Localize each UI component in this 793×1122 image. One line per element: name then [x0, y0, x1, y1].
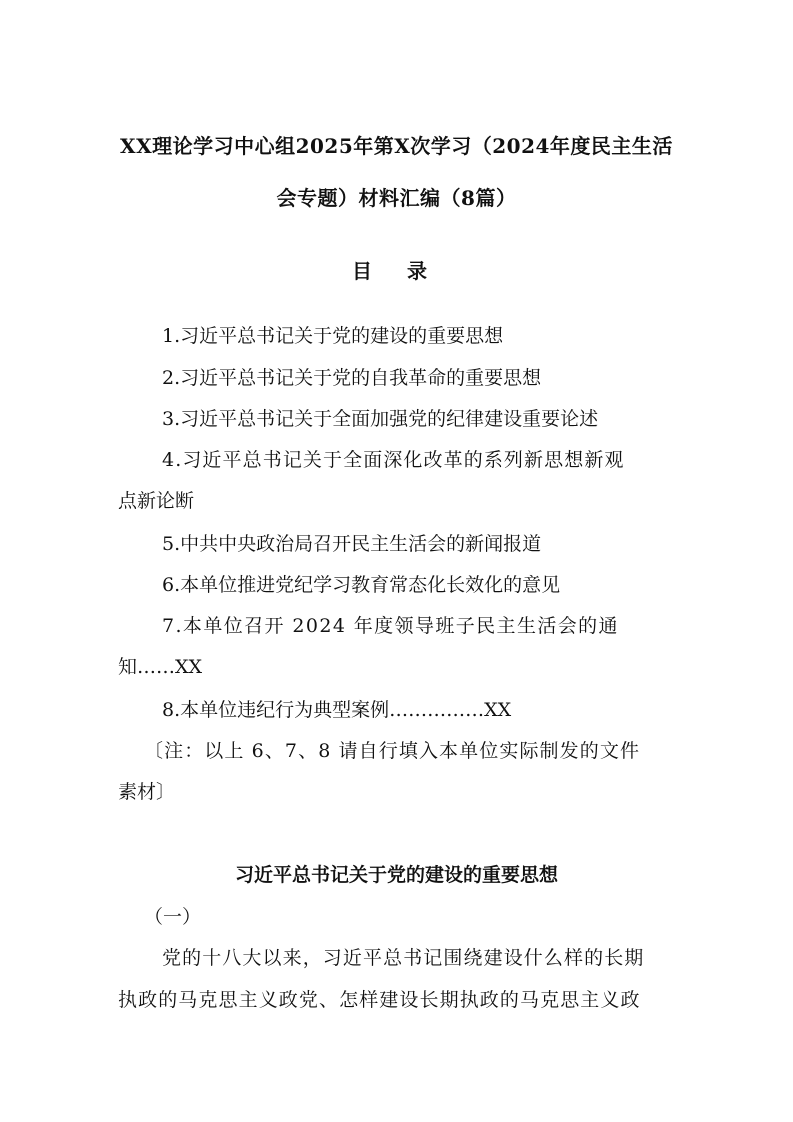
document-title-line-1: XX理论学习中心组2025年第X次学习（2024年度民主生活 [120, 134, 673, 158]
toc-item-1[interactable]: 1.习近平总书记关于党的建设的重要思想 [162, 325, 504, 347]
document-title-line-2: 会专题）材料汇编（8篇） [276, 186, 517, 210]
section-subheading: （一） [144, 906, 202, 928]
toc-item-7-line-1[interactable]: 7.本单位召开 2024 年度领导班子民主生活会的通 [162, 615, 619, 637]
toc-item-8[interactable]: 8.本单位违纪行为典型案例……………XX [162, 699, 512, 721]
note-line-1: 〔注：以上 6、7、8 请自行填入本单位实际制发的文件 [144, 740, 641, 762]
toc-item-6[interactable]: 6.本单位推进党纪学习教育常态化长效化的意见 [162, 574, 561, 596]
body-line-2: 执政的马克思主义政党、怎样建设长期执政的马克思主义政 [118, 989, 641, 1011]
toc-item-7-line-2[interactable]: 知……XX [118, 656, 203, 678]
toc-heading: 目 录 [352, 259, 441, 283]
note-line-2: 素材〕 [118, 781, 176, 803]
toc-item-4-line-1[interactable]: 4.习近平总书记关于全面深化改革的系列新思想新观 [162, 449, 625, 471]
body-line-1: 党的十八大以来，习近平总书记围绕建设什么样的长期 [162, 947, 645, 969]
toc-item-4-line-2[interactable]: 点新论断 [118, 490, 195, 512]
toc-item-2[interactable]: 2.习近平总书记关于党的自我革命的重要思想 [162, 367, 542, 389]
toc-item-5[interactable]: 5.中共中央政治局召开民主生活会的新闻报道 [162, 533, 542, 555]
section-title: 习近平总书记关于党的建设的重要思想 [234, 864, 558, 886]
toc-item-3[interactable]: 3.习近平总书记关于全面加强党的纪律建设重要论述 [162, 408, 599, 430]
